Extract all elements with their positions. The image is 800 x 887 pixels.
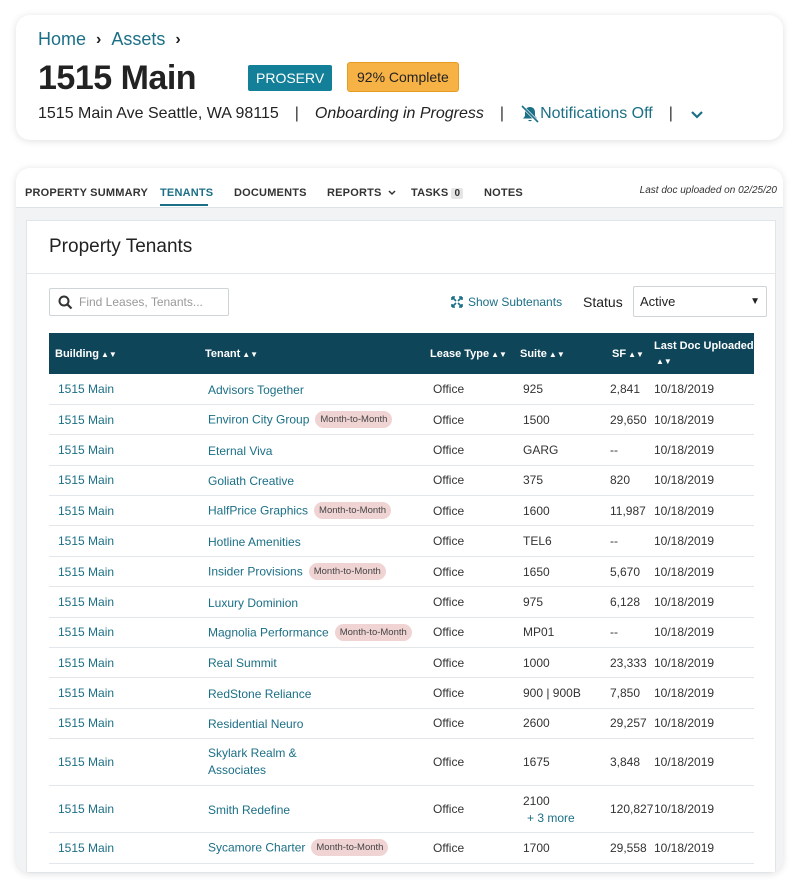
tab-tasks[interactable]	[411, 187, 463, 199]
table-row[interactable]	[49, 435, 754, 465]
tenant-cell	[199, 556, 424, 586]
building-link[interactable]: 1515 Main	[58, 412, 115, 427]
last-doc-cell: 10/18/2019	[651, 739, 754, 786]
sf-cell: --	[606, 526, 651, 556]
last-doc-cell: 10/18/2019	[651, 465, 754, 495]
suite-value: 1675	[523, 755, 550, 770]
suite-value: 900 | 900B	[523, 686, 581, 701]
sort-icon: ▲▼	[242, 349, 259, 359]
sf-cell: 6,128	[606, 587, 651, 617]
chevron-down-icon[interactable]	[691, 106, 703, 122]
suite-cell	[514, 465, 606, 495]
building-cell[interactable]	[49, 739, 199, 786]
suite-value: 1700	[523, 840, 550, 855]
tenant-cell	[199, 708, 424, 738]
building-link[interactable]: 1515 Main	[58, 534, 115, 549]
tenant-name[interactable]: Luxury Dominion	[208, 595, 299, 610]
lease-type-cell: Office	[424, 404, 514, 434]
sf-cell: 29,558	[606, 833, 651, 863]
tab-documents[interactable]: DOCUMENTS	[234, 187, 307, 199]
sf-cell: 820	[606, 465, 651, 495]
suite-cell	[514, 374, 606, 404]
table-row[interactable]	[49, 556, 754, 586]
building-cell[interactable]	[49, 648, 199, 678]
building-link[interactable]: 1515 Main	[58, 625, 115, 640]
lease-type-cell: Office	[424, 617, 514, 647]
sf-cell: 5,670	[606, 556, 651, 586]
tenant-name[interactable]: HalfPrice Graphics	[208, 503, 309, 518]
service-badge: PROSERV	[248, 65, 332, 91]
month-to-month-badge: Month-to-Month	[314, 502, 391, 519]
building-cell[interactable]	[49, 617, 199, 647]
tenant-cell	[199, 648, 424, 678]
breadcrumb-home[interactable]: Home	[38, 29, 87, 49]
building-cell[interactable]	[49, 678, 199, 708]
lease-type-cell: Office	[424, 739, 514, 786]
lease-type-cell: Office	[424, 786, 514, 833]
suite-value: 2600	[523, 716, 550, 731]
suite-cell	[514, 556, 606, 586]
table-row[interactable]	[49, 617, 754, 647]
tenant-cell	[199, 587, 424, 617]
suite-value: GARG	[523, 442, 559, 457]
tenant-name[interactable]: Goliath Creative	[208, 473, 295, 488]
suite-cell	[514, 496, 606, 526]
table-row[interactable]	[49, 739, 754, 786]
tenant-name[interactable]: Advisors Together	[208, 382, 304, 397]
building-cell[interactable]	[49, 496, 199, 526]
lease-type-cell: Office	[424, 435, 514, 465]
tenant-name[interactable]: Skylark Realm & Associates	[208, 746, 297, 778]
lease-type-cell: Office	[424, 526, 514, 556]
sf-cell: --	[606, 617, 651, 647]
last-doc-cell: 10/18/2019	[651, 556, 754, 586]
building-cell[interactable]	[49, 708, 199, 738]
lease-type-cell: Office	[424, 496, 514, 526]
tenant-cell	[199, 786, 424, 833]
building-link[interactable]: 1515 Main	[58, 564, 115, 579]
table-row[interactable]	[49, 374, 754, 404]
search-box[interactable]	[49, 288, 229, 316]
sf-cell: 29,650	[606, 404, 651, 434]
divider: |	[499, 105, 505, 122]
sort-icon: ▲▼	[491, 349, 507, 359]
table-row[interactable]	[49, 465, 754, 495]
table-row[interactable]	[49, 786, 754, 833]
suite-value: 1500	[523, 412, 550, 427]
search-icon	[58, 295, 73, 310]
completion-badge: 92% Complete	[347, 62, 459, 92]
tasks-count-badge: 0	[451, 188, 463, 199]
table-row[interactable]	[49, 833, 754, 863]
suite-cell	[514, 617, 606, 647]
tenant-cell	[199, 404, 424, 434]
tenant-name[interactable]: Hotline Amenities	[208, 534, 301, 549]
suite-cell	[514, 648, 606, 678]
table-row[interactable]	[49, 404, 754, 434]
suite-value: 1000	[523, 655, 550, 670]
notifications-toggle[interactable]	[520, 105, 653, 123]
tenant-cell	[199, 526, 424, 556]
tenant-name[interactable]: Insider Provisions	[208, 564, 303, 579]
chevron-down-icon	[388, 190, 396, 196]
tenant-cell	[199, 435, 424, 465]
column-header-last-doc[interactable]: Last Doc Uploaded ▲▼	[654, 340, 754, 366]
notifications-label: Notifications Off	[540, 105, 653, 122]
divider	[27, 273, 775, 274]
caret-down-icon: ▼	[750, 296, 760, 307]
tab-tenants[interactable]: TENANTS	[160, 187, 214, 199]
table-row[interactable]	[49, 678, 754, 708]
table-row[interactable]	[49, 587, 754, 617]
last-doc-cell: 10/18/2019	[651, 678, 754, 708]
last-doc-cell: 10/18/2019	[651, 786, 754, 833]
tenant-cell	[199, 496, 424, 526]
suite-cell	[514, 708, 606, 738]
last-doc-cell: 10/18/2019	[651, 617, 754, 647]
sf-cell: --	[606, 435, 651, 465]
breadcrumb-separator: ›	[175, 30, 181, 48]
tenant-name[interactable]: Smith Redefine	[208, 802, 291, 817]
lease-type-cell: Office	[424, 374, 514, 404]
page-title: 1515 Main	[38, 59, 197, 97]
tenant-cell	[199, 465, 424, 495]
tenant-name[interactable]: Environ City Group	[208, 412, 310, 427]
tab-tasks-label: TASKS	[411, 187, 449, 199]
last-doc-cell: 10/18/2019	[651, 708, 754, 738]
search-input[interactable]	[79, 295, 219, 309]
building-link[interactable]: 1515 Main	[58, 655, 115, 670]
tenant-name[interactable]: RedStone Reliance	[208, 686, 312, 701]
sort-icon: ▲▼	[628, 349, 644, 359]
breadcrumb	[38, 29, 191, 50]
building-cell[interactable]	[49, 526, 199, 556]
status-select[interactable]	[633, 286, 767, 317]
last-doc-cell: 10/18/2019	[651, 374, 754, 404]
column-header-lease-type[interactable]: Lease Type ▲▼	[430, 347, 507, 360]
tenants-table	[49, 333, 754, 864]
sort-icon: ▲▼	[101, 349, 117, 359]
building-link[interactable]: 1515 Main	[58, 473, 115, 488]
suite-cell	[514, 526, 606, 556]
sf-cell: 120,827	[606, 786, 651, 833]
expand-icon	[451, 296, 463, 308]
tab-notes[interactable]: NOTES	[484, 187, 523, 199]
suite-value: 975	[523, 594, 544, 609]
building-cell[interactable]	[49, 374, 199, 404]
bell-off-icon	[520, 105, 540, 123]
last-doc-cell: 10/18/2019	[651, 496, 754, 526]
main-content	[16, 168, 783, 873]
building-cell[interactable]	[49, 786, 199, 833]
lease-type-cell: Office	[424, 678, 514, 708]
sf-cell: 23,333	[606, 648, 651, 678]
last-doc-cell: 10/18/2019	[651, 526, 754, 556]
tab-property-summary[interactable]: PROPERTY SUMMARY	[25, 187, 148, 199]
breadcrumb-assets[interactable]: Assets	[111, 29, 166, 49]
building-link[interactable]: 1515 Main	[58, 716, 115, 731]
sort-icon: ▲▼	[548, 349, 565, 359]
last-doc-cell: 10/18/2019	[651, 404, 754, 434]
suite-value: MP01	[523, 625, 555, 640]
suite-value: TEL6	[523, 534, 552, 549]
table-row[interactable]	[49, 708, 754, 738]
table-header-row	[49, 333, 754, 374]
column-header-sf[interactable]: SF ▲▼	[612, 347, 644, 360]
lease-type-cell: Office	[424, 556, 514, 586]
building-link[interactable]: 1515 Main	[58, 840, 115, 855]
tab-reports-label: REPORTS	[327, 187, 382, 199]
tab-reports[interactable]	[327, 187, 396, 199]
month-to-month-badge: Month-to-Month	[335, 624, 412, 641]
lease-type-cell: Office	[424, 465, 514, 495]
month-to-month-badge: Month-to-Month	[315, 411, 392, 428]
status-value: Active	[640, 294, 676, 309]
building-cell[interactable]	[49, 404, 199, 434]
tenant-cell	[199, 833, 424, 863]
table-row[interactable]	[49, 648, 754, 678]
suite-value: 2100	[523, 793, 550, 808]
suite-cell	[514, 435, 606, 465]
building-cell[interactable]	[49, 556, 199, 586]
tenant-cell	[199, 678, 424, 708]
suite-cell	[514, 404, 606, 434]
suite-cell	[514, 739, 606, 786]
onboarding-status: Onboarding in Progress	[314, 105, 484, 122]
lease-type-cell: Office	[424, 648, 514, 678]
building-link[interactable]: 1515 Main	[58, 686, 115, 701]
building-link[interactable]: 1515 Main	[58, 503, 115, 518]
last-doc-cell: 10/18/2019	[651, 833, 754, 863]
tenant-cell	[199, 374, 424, 404]
sf-cell: 29,257	[606, 708, 651, 738]
tenant-name[interactable]: Residential Neuro	[208, 716, 304, 731]
building-link[interactable]: 1515 Main	[58, 802, 115, 817]
month-to-month-badge: Month-to-Month	[311, 839, 388, 856]
building-cell[interactable]	[49, 833, 199, 863]
panel-title: Property Tenants	[49, 236, 193, 257]
status-label: Status	[583, 294, 623, 310]
building-cell[interactable]	[49, 435, 199, 465]
suite-cell	[514, 587, 606, 617]
tenant-name[interactable]: Real Summit	[208, 656, 277, 671]
suite-value: 925	[523, 381, 544, 396]
property-subline	[38, 105, 703, 123]
tenant-name[interactable]: Sycamore Charter	[208, 840, 306, 855]
building-cell[interactable]	[49, 587, 199, 617]
last-doc-cell: 10/18/2019	[651, 435, 754, 465]
suite-value: 375	[523, 473, 544, 488]
show-subtenants-label: Show Subtenants	[468, 295, 563, 309]
tenant-name[interactable]: Magnolia Performance	[208, 625, 329, 640]
month-to-month-badge: Month-to-Month	[309, 563, 386, 580]
sf-cell: 11,987	[606, 496, 651, 526]
last-doc-cell: 10/18/2019	[651, 587, 754, 617]
sf-cell: 7,850	[606, 678, 651, 708]
suite-value: 1600	[523, 503, 550, 518]
property-address: 1515 Main Ave Seattle, WA 98115	[38, 105, 279, 122]
suite-cell	[514, 833, 606, 863]
divider: |	[668, 105, 673, 122]
tenant-cell	[199, 739, 424, 786]
last-doc-uploaded: Last doc uploaded on 02/25/20	[639, 185, 777, 196]
sf-cell: 3,848	[606, 739, 651, 786]
tenants-panel	[26, 220, 776, 873]
active-tab-indicator	[160, 204, 208, 206]
column-header-tenant[interactable]: Tenant ▲▼	[205, 347, 259, 360]
tenant-name[interactable]: Eternal Viva	[208, 443, 273, 458]
tab-bar	[16, 168, 783, 208]
building-cell[interactable]	[49, 465, 199, 495]
breadcrumb-separator: ›	[96, 30, 102, 48]
last-doc-cell: 10/18/2019	[651, 648, 754, 678]
more-suites-link[interactable]: + 3 more	[527, 810, 575, 825]
column-header-suite[interactable]: Suite ▲▼	[520, 347, 565, 360]
column-header-building[interactable]: Building ▲▼	[55, 347, 117, 360]
table-row[interactable]	[49, 526, 754, 556]
table-row[interactable]	[49, 496, 754, 526]
divider: |	[294, 105, 299, 122]
building-link[interactable]: 1515 Main	[58, 594, 115, 609]
lease-type-cell: Office	[424, 708, 514, 738]
suite-cell	[514, 786, 606, 833]
property-header	[16, 15, 783, 140]
lease-type-cell: Office	[424, 587, 514, 617]
tenant-cell	[199, 617, 424, 647]
lease-type-cell: Office	[424, 833, 514, 863]
building-link[interactable]: 1515 Main	[58, 755, 115, 770]
sort-icon: ▲▼	[656, 356, 672, 366]
show-subtenants-button[interactable]	[451, 295, 562, 309]
suite-cell	[514, 678, 606, 708]
building-link[interactable]: 1515 Main	[58, 442, 115, 457]
building-link[interactable]: 1515 Main	[58, 381, 115, 396]
sf-cell: 2,841	[606, 374, 651, 404]
suite-value: 1650	[523, 564, 550, 579]
